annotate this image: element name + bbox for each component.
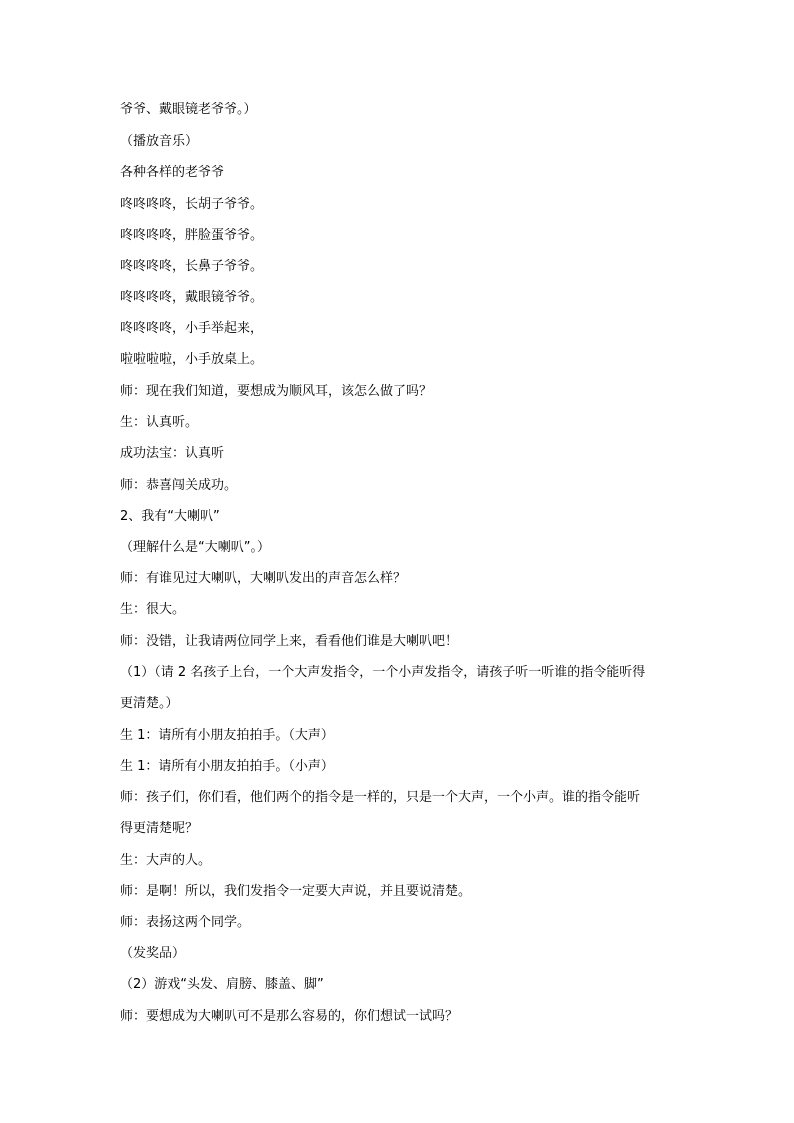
text-line: 咚咚咚咚，戴眼镜爷爷。 <box>120 290 264 305</box>
text-line: 咚咚咚咚，长胡子爷爷。 <box>120 197 264 212</box>
text-line: 咚咚咚咚，长鼻子爷爷。 <box>120 259 264 274</box>
text-line: 啦啦啦啦，小手放桌上。 <box>120 352 264 367</box>
section-heading: 2、我有“大喇叭” <box>120 509 220 524</box>
text-line: （发奖品） <box>120 946 186 961</box>
text-line: 师：有谁见过大喇叭，大喇叭发出的声音怎么样？ <box>120 571 407 586</box>
text-line: 咚咚咚咚，小手举起来， <box>120 321 264 336</box>
text-line: 师：恭喜闯关成功。 <box>120 478 238 493</box>
text-line: 成功法宝：认真听 <box>120 446 225 461</box>
text-line: 师：要想成为大喇叭可不是那么容易的，你们想试一试吗？ <box>120 1009 459 1024</box>
text-line: 更清楚。） <box>120 696 179 711</box>
text-line: 爷爷、戴眼镜老爷爷。） <box>120 102 257 117</box>
text-line: 师：孩子们，你们看，他们两个的指令是一样的，只是一个大声，一个小声。谁的指令能听 <box>120 790 641 805</box>
text-line: （1）（请 2 名孩子上台，一个大声发指令，一个小声发指令，请孩子听一听谁的指令能听得 <box>120 665 646 680</box>
text-line: （播放音乐） <box>120 134 199 149</box>
text-line: （2）游戏“头发、肩膀、膝盖、脚” <box>120 977 324 992</box>
text-line: 师：是啊！所以，我们发指令一定要大声说，并且要说清楚。 <box>120 884 472 899</box>
text-line: 师：没错，让我请两位同学上来，看看他们谁是大喇叭吧！ <box>120 634 459 649</box>
text-line: 生 1：请所有小朋友拍拍手。（小声） <box>120 759 334 774</box>
text-line: 各种各样的老爷爷 <box>120 165 225 180</box>
text-line: 师：表扬这两个同学。 <box>120 915 251 930</box>
text-line: 得更清楚呢？ <box>120 821 199 836</box>
text-line: 师：现在我们知道，要想成为顺风耳，该怎么做了吗？ <box>120 384 433 399</box>
text-line: 生：大声的人。 <box>120 853 212 868</box>
text-line: 生 1：请所有小朋友拍拍手。（大声） <box>120 728 334 743</box>
text-line: （理解什么是“大喇叭”。） <box>120 540 270 555</box>
text-line: 生：认真听。 <box>120 415 199 430</box>
text-line: 咚咚咚咚，胖脸蛋爷爷。 <box>120 228 264 243</box>
text-line: 生：很大。 <box>120 602 186 617</box>
